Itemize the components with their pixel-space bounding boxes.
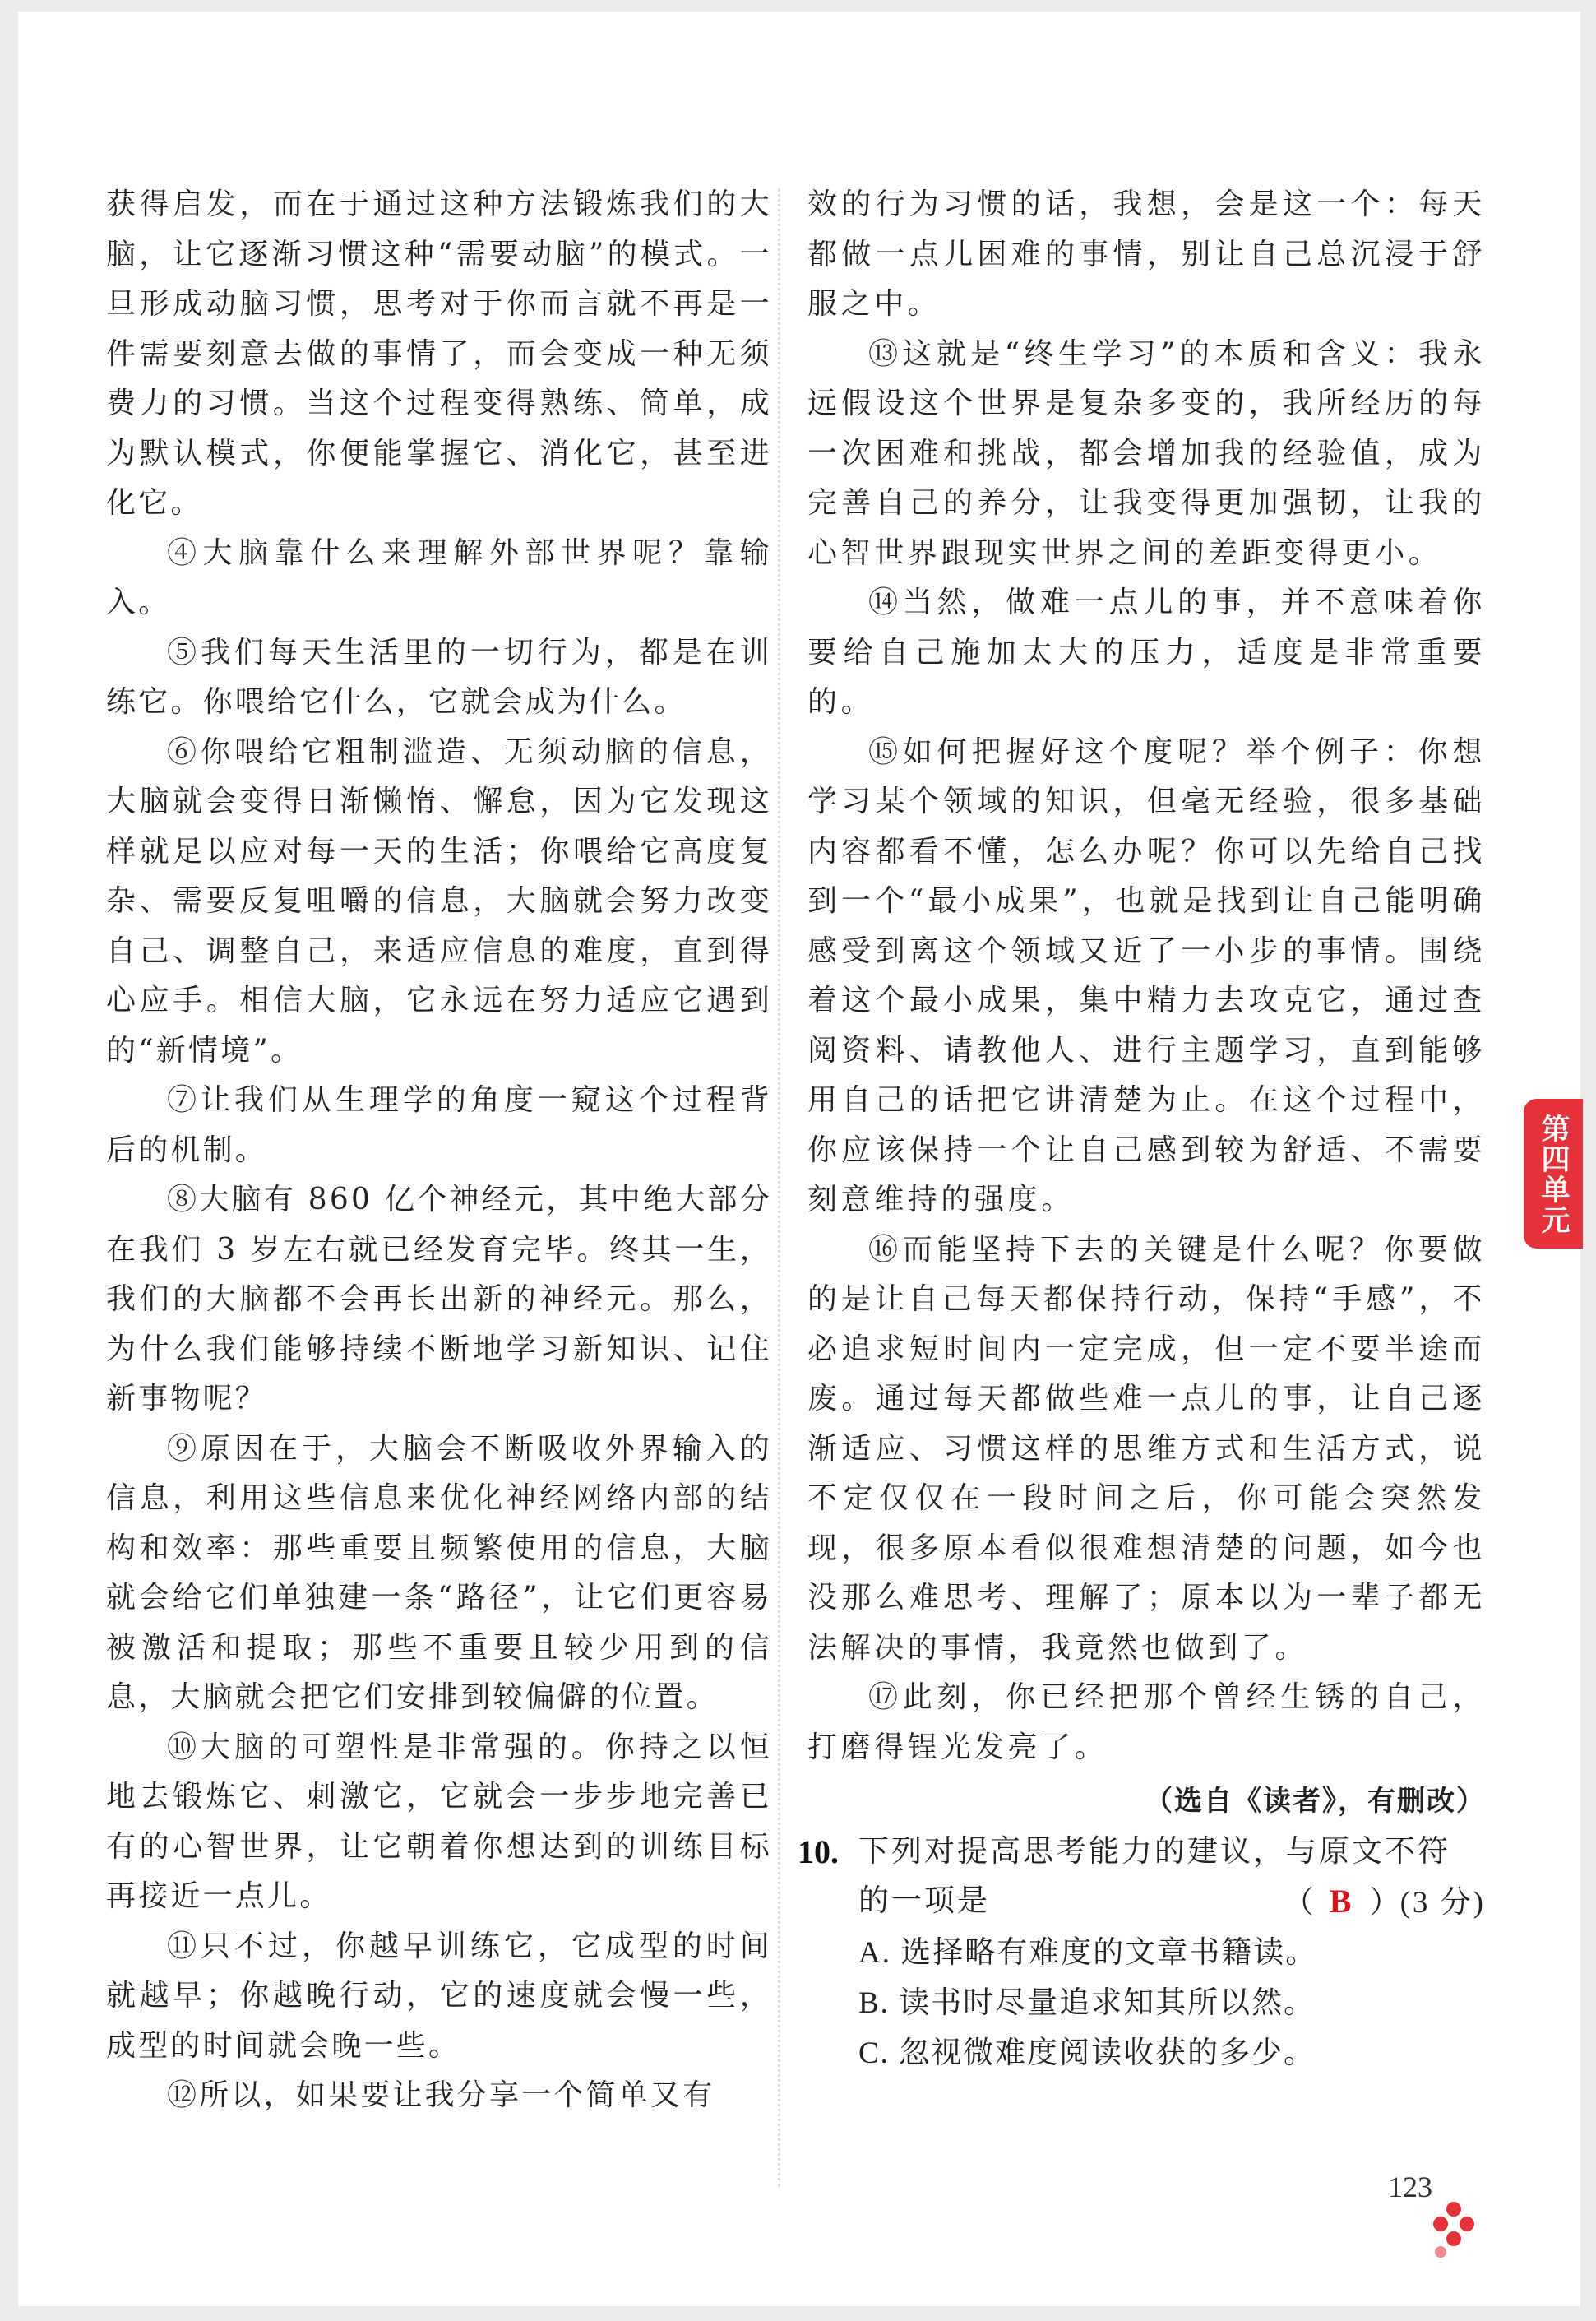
- paragraph-17: ⑰此刻，你已经把那个曾经生锈的自己，打磨得锃光发亮了。: [807, 1680, 1486, 1764]
- bracket-close: ）: [1369, 1886, 1400, 1920]
- question-stem-line2: [858, 1877, 1486, 1928]
- answer-field[interactable]: B: [1329, 1883, 1354, 1920]
- paragraph-16: ⑯而能坚持下去的关键是什么呢？你要做的是让自己每天都保持行动，保持“手感”，不必追求短时间内一定完成，但一定不要半途而废。通过每天都做些难一点儿的事，让自己逐渐适应、习惯这样的思维方式和生活方式，说不定仅仅在一段时间之后，你可能会突然发现，很多原本看似很难想清楚的问题，如今也没那么难思考、理解了；原本以为一辈子都无法解决的事情，我竟然也做到了。: [807, 1232, 1486, 1665]
- paragraph-10: ⑩大脑的可塑性是非常强的。你持之以恒地去锻炼它、刺激它，它就会一步步地完善已有的心智世界，让它朝着你想达到的训练目标再接近一点儿。: [106, 1730, 772, 1913]
- question-number: 10.: [798, 1833, 839, 1870]
- question-score: (3 分): [1399, 1886, 1486, 1920]
- textbook-page: [18, 12, 1580, 2306]
- option-b: B. 读书时尽量追求知其所以然。: [858, 1986, 1316, 2020]
- paragraph-12-start: ⑫所以，如果要让我分享一个简单又有: [167, 2078, 715, 2112]
- question-stem-line1: 下列对提高思考能力的建议，与原文不符: [858, 1835, 1450, 1869]
- paragraph-6: ⑥你喂给它粗制滥造、无须动脑的信息，大脑就会变得日渐懒惰、懈怠，因为它发现这样就足以应对每一天的生活；你喂给它高度复杂、需要反复咀嚼的信息，大脑就会努力改变自己、调整自己，来适应信息的难度，直到得心应手。相信大脑，它永远在努力适应它遇到的“新情境”。: [106, 734, 772, 1068]
- paragraph-9: ⑨原因在于，大脑会不断吸收外界输入的信息，利用这些信息来优化神经网络内部的结构和效率：那些重要且频繁使用的信息，大脑就会给它们单独建一条“路径”，让它们更容易被激活和提取；那些不重要且较少用到的信息，大脑就会把它们安排到较偏僻的位置。: [106, 1431, 772, 1714]
- bracket-open: （: [1283, 1886, 1314, 1920]
- right-column: [798, 180, 1486, 2078]
- option-c: C. 忽视微难度阅读收获的多少。: [858, 2036, 1316, 2070]
- paragraph-14: ⑭当然，做难一点儿的事，并不意味着你要给自己施加太大的压力，适度是非常重要的。: [807, 586, 1486, 719]
- answer-bracket: [1284, 1877, 1486, 1928]
- article-source: （选自《读者》，有删改）: [1145, 1785, 1486, 1818]
- question-stem-end: 的一项是: [858, 1884, 990, 1918]
- unit-tab-label: 第四单元: [1537, 1114, 1570, 1235]
- unit-tab: [1524, 1099, 1583, 1249]
- paragraph-4: ④大脑靠什么来理解外部世界呢？靠输入。: [106, 535, 772, 619]
- paragraph-7: ⑦让我们从生理学的角度一窥这个过程背后的机制。: [106, 1083, 772, 1167]
- question-10: [798, 1828, 1486, 1928]
- paragraph-11: ⑪只不过，你越早训练它，它成型的时间就越早；你越晚行动，它的速度就会慢一些，成型的时间就会晚一些。: [106, 1929, 772, 2063]
- paragraph-3-end: 获得启发，而在于通过这种方法锻炼我们的大脑，让它逐渐习惯这种“需要动脑”的模式。一旦形成动脑习惯，思考对于你而言就不再是一件需要刻意去做的事情了，而会变成一种无须费力的习惯。当这个过程变得熟练、简单，成为默认模式，你便能掌握它、消化它，甚至进化它。: [106, 188, 772, 520]
- option-a: A. 选择略有难度的文章书籍读。: [858, 1936, 1318, 1970]
- flower-decoration-icon: [1429, 2201, 1478, 2258]
- paragraph-15: ⑮如何把握好这个度呢？举个例子：你想学习某个领域的知识，但毫无经验，很多基础内容都看不懂，怎么办呢？你可以先给自己找到一个“最小成果”，也就是找到让自己能明确感受到离这个领域又近了一小步的事情。围绕着这个最小成果，集中精力去攻克它，通过查阅资料、请教他人、进行主题学习，直到能够用自己的话把它讲清楚为止。在这个过程中，你应该保持一个让自己感到较为舒适、不需要刻意维持的强度。: [807, 734, 1486, 1216]
- left-column: [106, 180, 772, 2121]
- paragraph-8: ⑧大脑有 860 亿个神经元，其中绝大部分在我们 3 岁左右就已经发育完毕。终其一生，我们的大脑都不会再长出新的神经元。那么，为什么我们能够持续不断地学习新知识、记住新事物呢？: [106, 1183, 772, 1415]
- column-divider: [778, 188, 780, 2187]
- paragraph-12-end: 效的行为习惯的话，我想，会是这一个：每天都做一点儿困难的事情，别让自己总沉浸于舒服之中。: [807, 188, 1486, 321]
- page-number: 123: [1388, 2170, 1432, 2203]
- paragraph-13: ⑬这就是“终生学习”的本质和含义：我永远假设这个世界是复杂多变的，我所经历的每一次困难和挑战，都会增加我的经验值，成为完善自己的养分，让我变得更加强韧，让我的心智世界跟现实世界之间的差距变得更小。: [807, 336, 1486, 570]
- paragraph-5: ⑤我们每天生活里的一切行为，都是在训练它。你喂给它什么，它就会成为什么。: [106, 635, 772, 719]
